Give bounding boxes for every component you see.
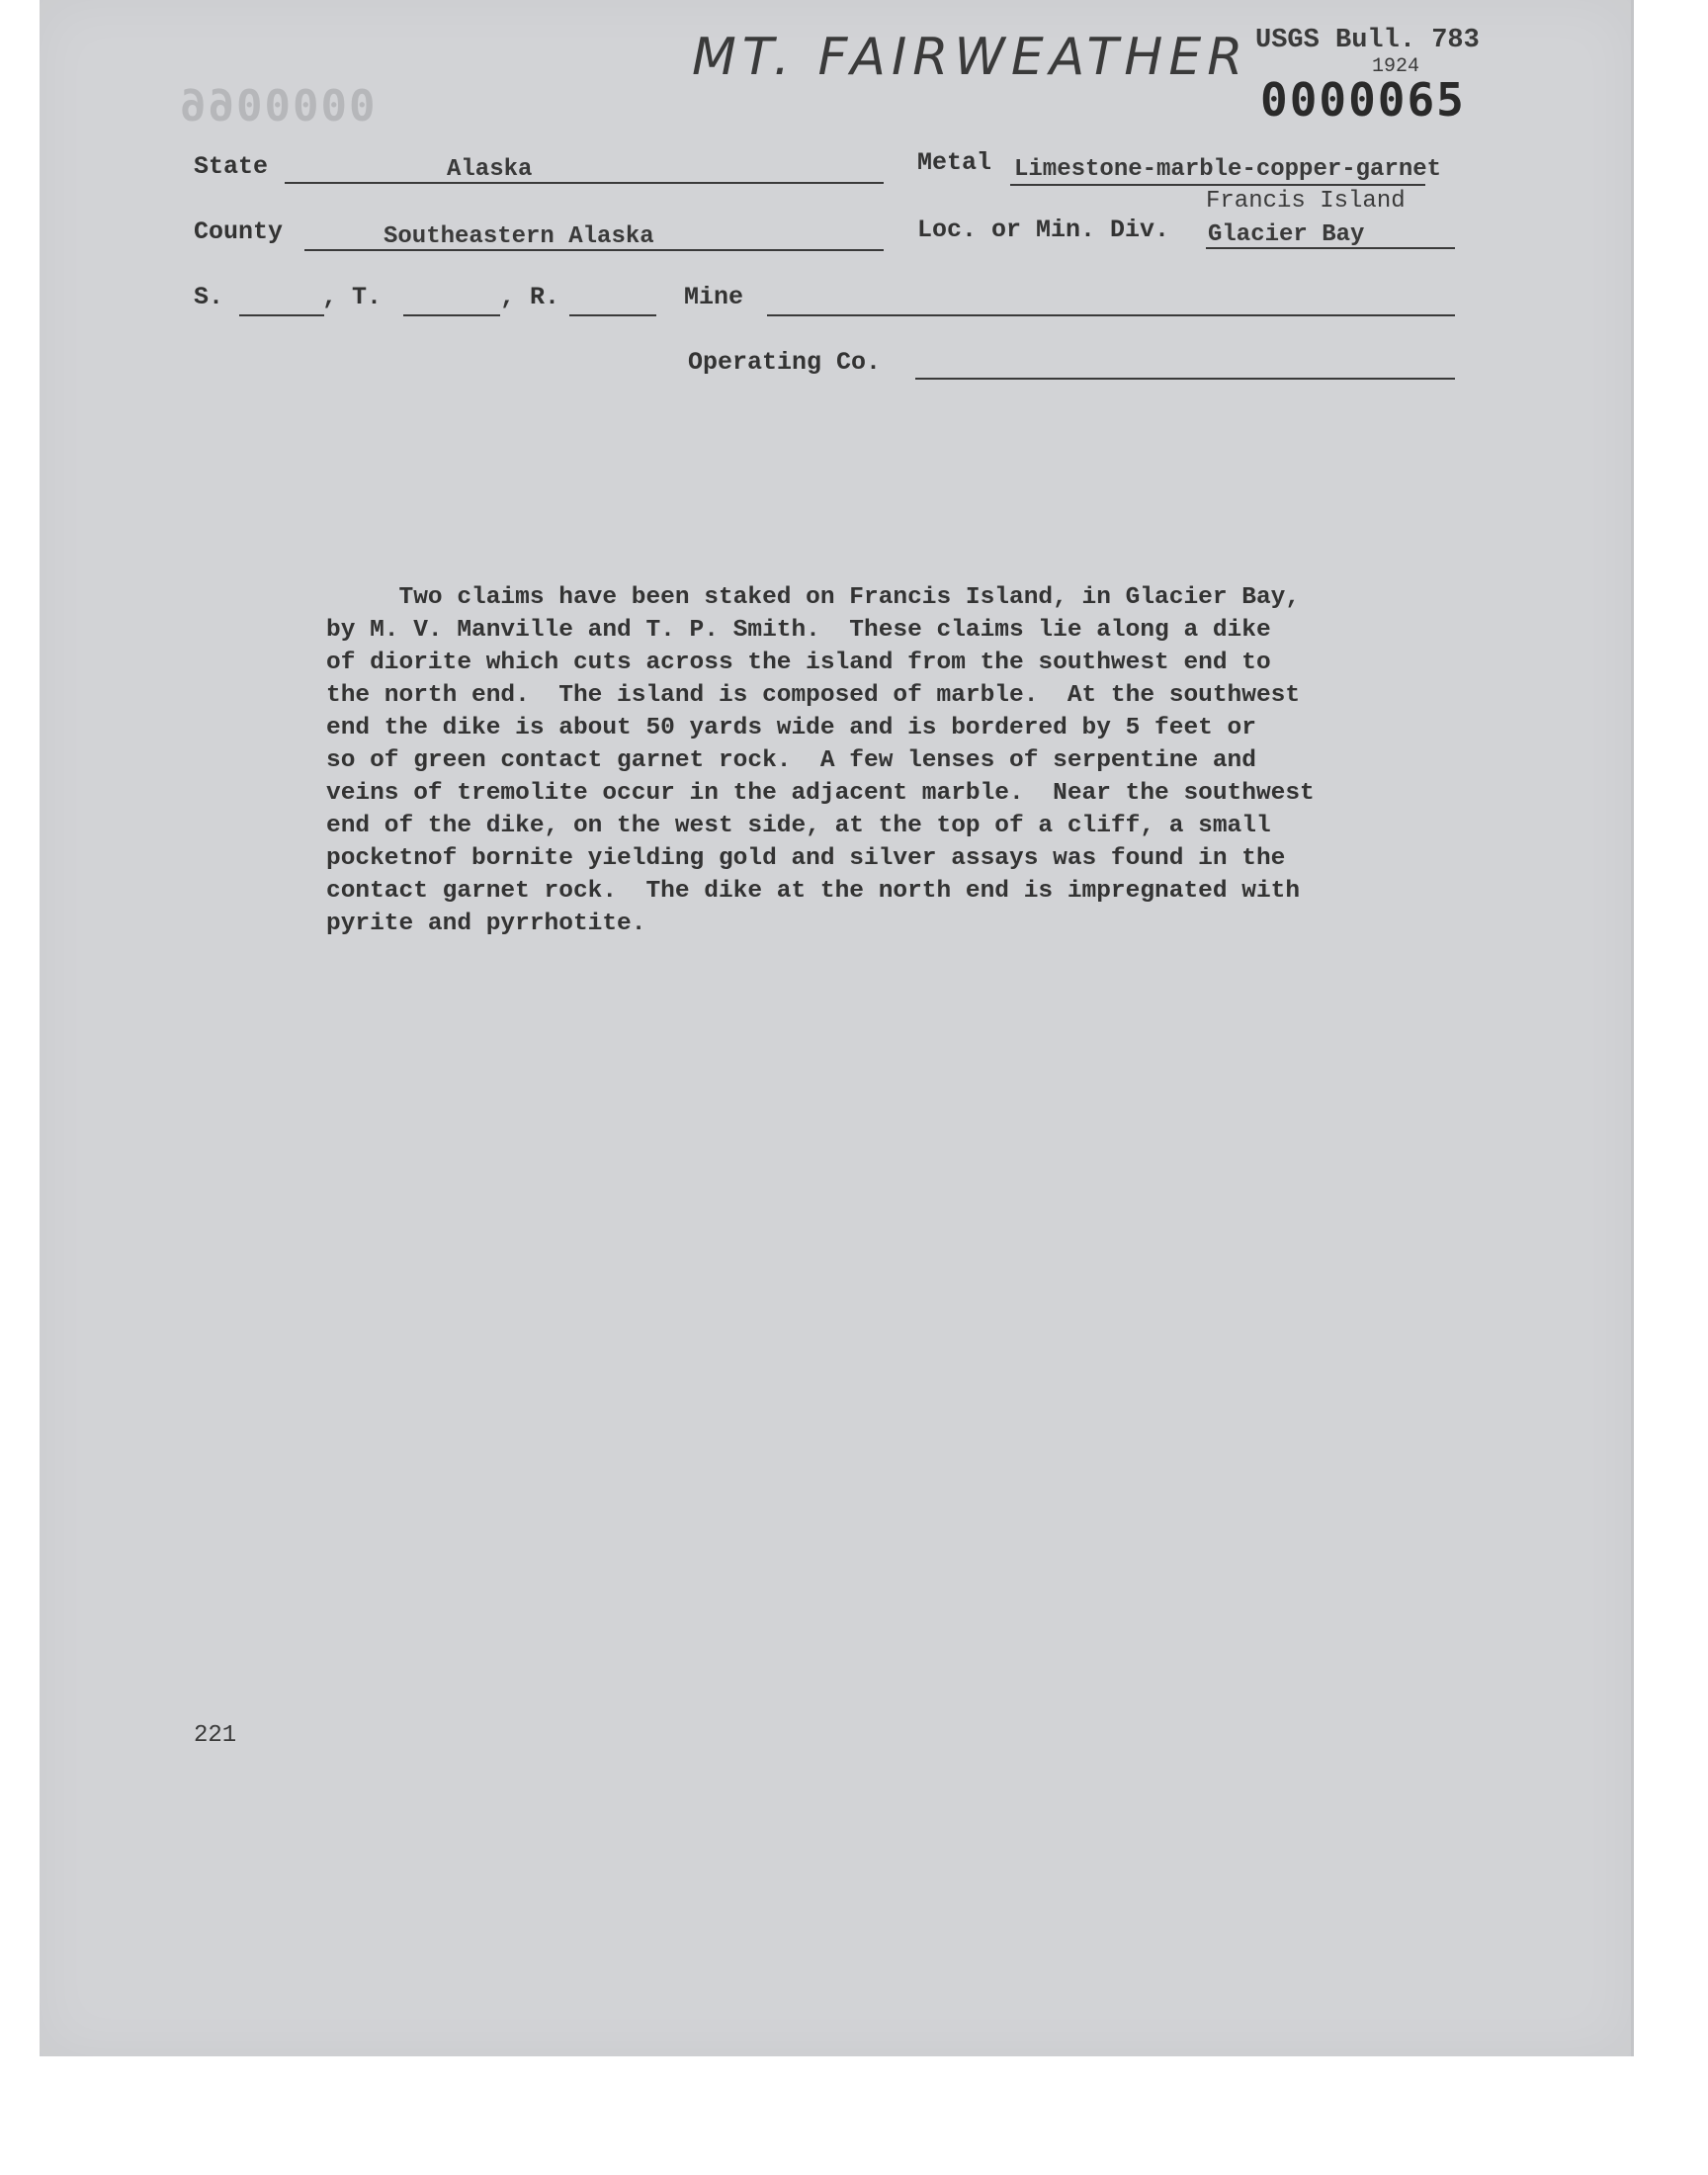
paragraph-line: of diorite which cuts across the island from the southwest end to (326, 650, 1271, 676)
range-underline (569, 314, 656, 316)
range-label: , R. (500, 283, 560, 311)
township-label: , T. (322, 283, 383, 311)
paragraph-line: pocketnof bornite yielding gold and silver assays was found in the (326, 845, 1286, 872)
loc-value-line1: Francis Island (1206, 188, 1406, 215)
paragraph-line: the north end. The island is composed of marble. At the southwest (326, 682, 1301, 709)
bulletin-reference: USGS Bull. 783 (1255, 26, 1480, 55)
state-label: State (194, 152, 269, 181)
paragraph-line: Two claims have been staked on Francis Island, in Glacier Bay, (326, 584, 1301, 611)
paragraph-line: contact garnet rock. The dike at the north end is impregnated with (326, 878, 1301, 905)
paragraph-line: end of the dike, on the west side, at the top of a cliff, a small (326, 813, 1271, 839)
document-page (40, 0, 1634, 2056)
state-underline (285, 182, 884, 184)
paragraph-line: by M. V. Manville and T. P. Smith. These claims lie along a dike (326, 617, 1271, 644)
metal-label: Metal (917, 148, 992, 177)
township-underline (403, 314, 500, 316)
county-value: Southeastern Alaska (384, 223, 654, 250)
section-underline (239, 314, 324, 316)
bulletin-year: 1924 (1372, 55, 1420, 78)
state-value: Alaska (447, 156, 533, 183)
metal-value: Limestone-marble-copper-garnet (1014, 156, 1442, 183)
mine-underline (767, 314, 1455, 316)
section-label: S. (194, 283, 224, 311)
handwritten-title: MT. FAIRWEATHER (692, 28, 1249, 87)
bleed-through-number: 0000066 (178, 81, 376, 131)
metal-underline (1010, 184, 1425, 186)
paragraph-line: pyrite and pyrrhotite. (326, 911, 646, 937)
page-number: 221 (194, 1722, 237, 1749)
county-label: County (194, 218, 284, 246)
loc-underline (1206, 247, 1455, 249)
operating-co-underline (915, 378, 1455, 380)
mine-label: Mine (684, 283, 744, 311)
paragraph-line: veins of tremolite occur in the adjacent marble. Near the southwest (326, 780, 1315, 807)
loc-label: Loc. or Min. Div. (917, 216, 1170, 244)
loc-value-line2: Glacier Bay (1208, 221, 1365, 248)
paragraph-line: end the dike is about 50 yards wide and is bordered by 5 feet or (326, 715, 1256, 741)
paragraph-line: so of green contact garnet rock. A few lenses of serpentine and (326, 747, 1256, 774)
description-paragraph (326, 581, 1493, 940)
operating-co-label: Operating Co. (688, 348, 882, 377)
record-number-stamp: 0000065 (1260, 73, 1466, 127)
